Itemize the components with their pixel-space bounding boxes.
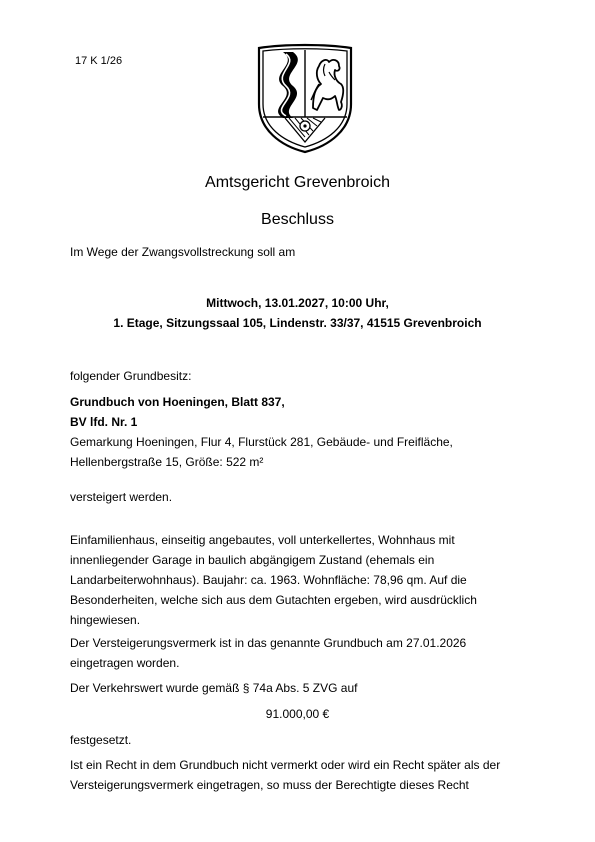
- auction-phrase: versteigert werden.: [70, 490, 173, 504]
- description-line: Besonderheiten, welche sich aus dem Gutachten ergeben, wird ausdrücklich: [70, 593, 477, 607]
- registration-line: Der Versteigerungsvermerk ist in das genannte Grundbuch am 27.01.2026: [70, 636, 467, 650]
- document-title: Beschluss: [261, 211, 334, 228]
- file-number: 17 K 1/26: [75, 55, 123, 67]
- land-register: Grundbuch von Hoeningen, Blatt 837,: [70, 395, 285, 409]
- property-intro: folgender Grundbesitz:: [70, 369, 192, 383]
- rights-notice-line: Versteigerungsvermerk eingetragen, so muss der Berechtigte dieses Recht: [70, 778, 469, 792]
- register-entry: BV lfd. Nr. 1: [70, 415, 138, 429]
- description-line: Einfamilienhaus, einseitig angebautes, voll unterkellertes, Wohnhaus mit: [70, 533, 455, 547]
- description-line: innenliegender Garage in baulich abgängigem Zustand (ehemals ein: [70, 553, 435, 567]
- description-line: Landarbeiterwohnhaus). Baujahr: ca. 1963. Wohnfläche: 78,96 qm. Auf die: [70, 573, 467, 587]
- property-details-line: Hellenbergstraße 15, Größe: 522 m²: [70, 455, 264, 469]
- nrw-coat-of-arms-icon: [255, 42, 355, 154]
- property-details-line: Gemarkung Hoeningen, Flur 4, Flurstück 281, Gebäude- und Freifläche,: [70, 435, 453, 449]
- valuation-outro: festgesetzt.: [70, 733, 132, 747]
- valuation-intro: Der Verkehrswert wurde gemäß § 74a Abs. 5 ZVG auf: [70, 681, 358, 695]
- appointment-date: Mittwoch, 13.01.2027, 10:00 Uhr,: [206, 296, 389, 310]
- registration-line: eingetragen worden.: [70, 656, 180, 670]
- rights-notice-line: Ist ein Recht in dem Grundbuch nicht vermerkt oder wird ein Recht später als der: [70, 758, 501, 772]
- valuation-amount: 91.000,00 €: [265, 707, 330, 721]
- appointment-location: 1. Etage, Sitzungssaal 105, Lindenstr. 33/37, 41515 Grevenbroich: [113, 316, 482, 330]
- court-name: Amtsgericht Grevenbroich: [205, 174, 390, 191]
- description-line: hingewiesen.: [70, 613, 141, 627]
- intro-text: Im Wege der Zwangsvollstreckung soll am: [70, 245, 296, 259]
